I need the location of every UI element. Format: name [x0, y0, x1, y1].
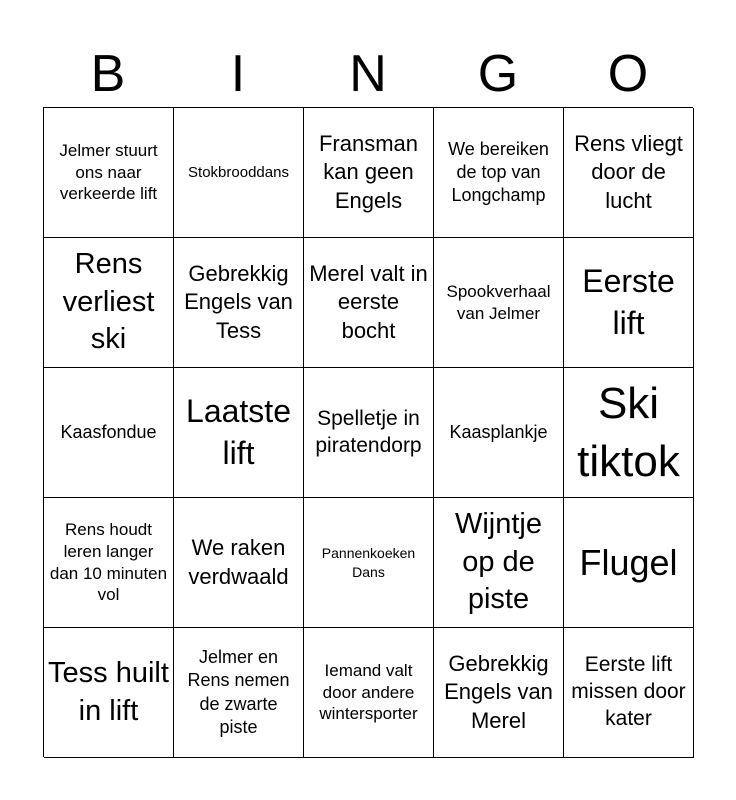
- bingo-cell[interactable]: [564, 238, 694, 368]
- cell-text: Jelmer stuurt ons naar verkeerde lift: [59, 140, 158, 204]
- cell-text: Spelletje in piratendorp: [315, 406, 422, 457]
- cell-text: Kaasfondue: [60, 421, 157, 442]
- cell-text: Gebrekkig Engels van Tess: [184, 261, 293, 343]
- bingo-cell[interactable]: [564, 498, 694, 628]
- cell-text: Tess huilt in lift: [48, 656, 169, 727]
- bingo-cell[interactable]: [174, 498, 304, 628]
- cell-text: Eerste lift missen door kater: [571, 653, 686, 730]
- cell-text: Ski tiktok: [577, 379, 680, 486]
- bingo-cell[interactable]: [174, 238, 304, 368]
- cell-text: Kaasplankje: [449, 421, 548, 442]
- cell-text: Iemand valt door andere wintersporter: [319, 660, 418, 724]
- cell-text: Stokbrooddаns: [188, 163, 289, 181]
- bingo-cell[interactable]: [434, 498, 564, 628]
- header-letter-o: O: [607, 45, 649, 103]
- bingo-cell[interactable]: [564, 628, 694, 758]
- header-letter-g: G: [477, 45, 519, 103]
- bingo-cell[interactable]: [174, 628, 304, 758]
- cell-text: Laatste lift: [186, 392, 291, 471]
- cell-text: Rens verliest ski: [62, 247, 155, 356]
- cell-text: Pannenkoeken Dans: [321, 545, 416, 580]
- bingo-cell[interactable]: [434, 238, 564, 368]
- bingo-cell[interactable]: [304, 368, 434, 498]
- header-letter-i: I: [230, 45, 246, 103]
- bingo-cell[interactable]: [304, 498, 434, 628]
- cell-text: Fransman kan geen Engels: [318, 131, 419, 213]
- bingo-cell[interactable]: [434, 628, 564, 758]
- bingo-cell[interactable]: [44, 108, 174, 238]
- bingo-grid: [43, 107, 693, 757]
- bingo-cell[interactable]: [304, 108, 434, 238]
- cell-text: Jelmer en Rens nemen de zwarte piste: [187, 647, 290, 737]
- cell-text: Wijntje op de piste: [454, 507, 542, 616]
- bingo-cell[interactable]: [304, 628, 434, 758]
- cell-text: Rens vliegt door de lucht: [574, 131, 683, 213]
- bingo-cell[interactable]: [44, 498, 174, 628]
- cell-text: Eerste lift: [582, 262, 675, 341]
- bingo-cell[interactable]: [434, 108, 564, 238]
- cell-text: Spookverhaal van Jelmer: [446, 281, 551, 323]
- header-letter-b: B: [90, 45, 126, 103]
- cell-text: Merel valt in eerste bocht: [309, 261, 428, 343]
- bingo-cell[interactable]: [564, 368, 694, 498]
- bingo-cell[interactable]: [174, 368, 304, 498]
- bingo-cell[interactable]: [564, 108, 694, 238]
- bingo-cell[interactable]: [434, 368, 564, 498]
- bingo-cell[interactable]: [44, 238, 174, 368]
- bingo-cell[interactable]: [304, 238, 434, 368]
- bingo-cell[interactable]: [44, 368, 174, 498]
- header-letter-n: N: [349, 45, 387, 103]
- bingo-cell[interactable]: [44, 628, 174, 758]
- cell-text: Rens houdt leren langer dan 10 minuten vol: [49, 520, 168, 605]
- cell-text: We raken verdwaald: [188, 535, 289, 589]
- bingo-header: [43, 40, 693, 108]
- cell-text: We bereiken de top van Longchamp: [448, 138, 549, 206]
- cell-text: Gebrekkig Engels van Merel: [444, 651, 553, 733]
- cell-text: Flugel: [579, 541, 678, 583]
- bingo-cell[interactable]: [174, 108, 304, 238]
